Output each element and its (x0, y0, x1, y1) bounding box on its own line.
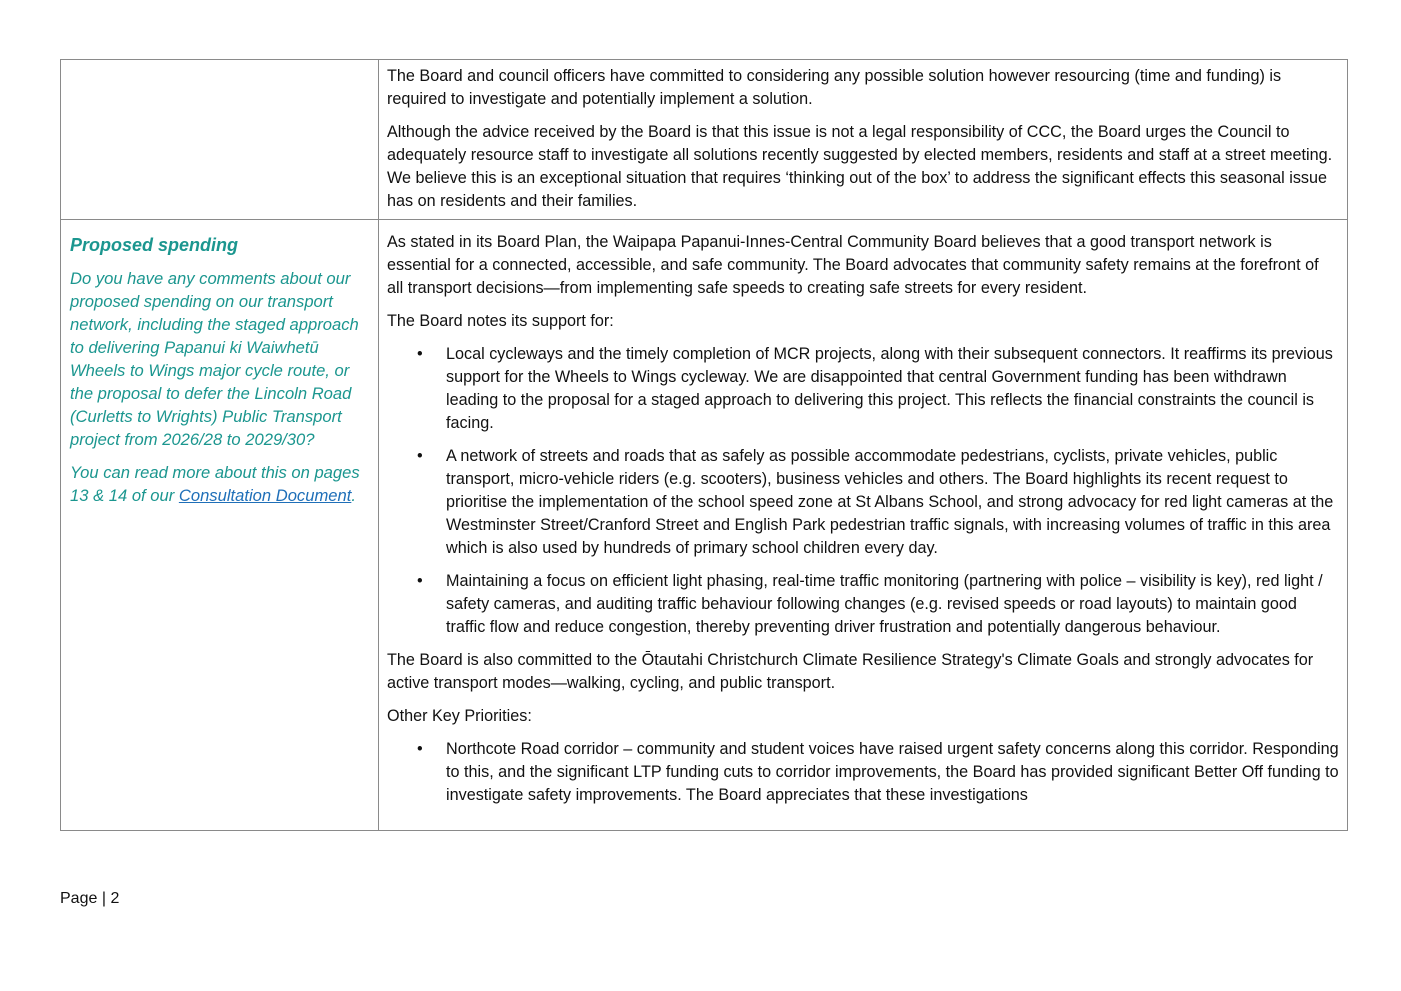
bullet-icon: • (417, 447, 423, 465)
read-more-prefix: You can read more about this on pages 13 & 14 of our (70, 463, 360, 505)
list-item-text: Local cycleways and the timely completion of MCR projects, along with their subsequent connectors. It reaffirms its previous support for the Wheels to Wings cycleway. We are disappointed that central Government funding has been withdrawn leading to the proposal for a staged approach to delivering this project. This reflects the financial constraints the council is facing. (446, 345, 1333, 432)
list-item-text: Maintaining a focus on efficient light phasing, real-time traffic monitoring (partnering with police – visibility is key), red light / safety cameras, and auditing traffic behaviour following changes (e.g. revised speeds or road layouts) to maintain good traffic flow and reduce congestion, thereby preventing driver frustration and potentially dangerous behaviour. (446, 572, 1323, 636)
question-cell (61, 220, 379, 831)
row1-left-cell (61, 60, 379, 220)
table-row (61, 60, 1348, 220)
page-footer (60, 888, 119, 910)
list-item (387, 738, 1339, 807)
list-item (387, 343, 1339, 435)
bullet-icon: • (417, 345, 423, 363)
intro-paragraph: As stated in its Board Plan, the Waipapa Papanui-Innes-Central Community Board believes that a good transport network is essential for a connected, accessible, and safe community. The Board advocates that community safety remains at the forefront of all transport decisions—from implementing safe speeds to creating safe streets for every resident. (387, 233, 1319, 297)
priorities-heading: Other Key Priorities: (387, 707, 532, 725)
list-item (387, 445, 1339, 560)
table-row (61, 220, 1348, 831)
read-more-text (70, 461, 369, 507)
bullet-icon: • (417, 572, 423, 590)
support-heading: The Board notes its support for: (387, 312, 614, 330)
submission-table (60, 59, 1348, 831)
climate-paragraph: The Board is also committed to the Ōtautahi Christchurch Climate Resilience Strategy's Climate Goals and strongly advocates for active transport modes—walking, cycling, and public transport. (387, 651, 1314, 692)
read-more-suffix: . (351, 486, 356, 505)
bullet-icon: • (417, 740, 423, 758)
paragraph: Although the advice received by the Board is that this issue is not a legal responsibility of CCC, the Board urges the Council to adequately resource staff to investigate all solutions recently suggested by elected members, residents and staff at a street meeting. We believe this is an exceptional situation that requires ‘thinking out of the box’ to address the significant effects this seasonal issue has on residents and their families. (387, 123, 1333, 210)
row1-right-cell (379, 60, 1348, 220)
paragraph: The Board and council officers have committed to considering any possible solution however resourcing (time and funding) is required to investigate and potentially implement a solution. (387, 67, 1282, 108)
question-heading: Proposed spending (70, 235, 239, 255)
response-cell (379, 220, 1348, 831)
support-list (387, 343, 1339, 639)
question-text: Do you have any comments about our proposed spending on our transport network, including the staged approach to delivering Papanui ki Waiwhetū Wheels to Wings major cycle route, or the proposal to defer the Lincoln Road (Curletts to Wrights) Public Transport project from 2026/28 to 2029/30? (70, 269, 359, 449)
consultation-document-link[interactable]: Consultation Document (178, 486, 352, 505)
page-number: 2 (110, 890, 120, 907)
list-item-text: Northcote Road corridor – community and student voices have raised urgent safety concerns along this corridor. Responding to this, and the significant LTP funding cuts to corridor improvements, the Board has provided significant Better Off funding to investigate safety improvements. The Board appreciates that these investigations (446, 740, 1339, 804)
priority-list (387, 738, 1339, 807)
list-item-text: A network of streets and roads that as safely as possible accommodate pedestrians, cyclists, private vehicles, public transport, micro-vehicle riders (e.g. scooters), business vehicles and others. The Board highlights its recent request to prioritise the implementation of the school speed zone at St Albans School, and strong advocacy for red light cameras at the Westminster Street/Cranford Street and English Park pedestrian traffic signals, with increasing volumes of traffic in this area which is also used by hundreds of primary school children every day. (446, 447, 1334, 557)
row1-paragraphs (379, 60, 1347, 219)
page-label: Page (60, 890, 98, 907)
list-item (387, 570, 1339, 639)
page-separator: | (101, 890, 106, 907)
